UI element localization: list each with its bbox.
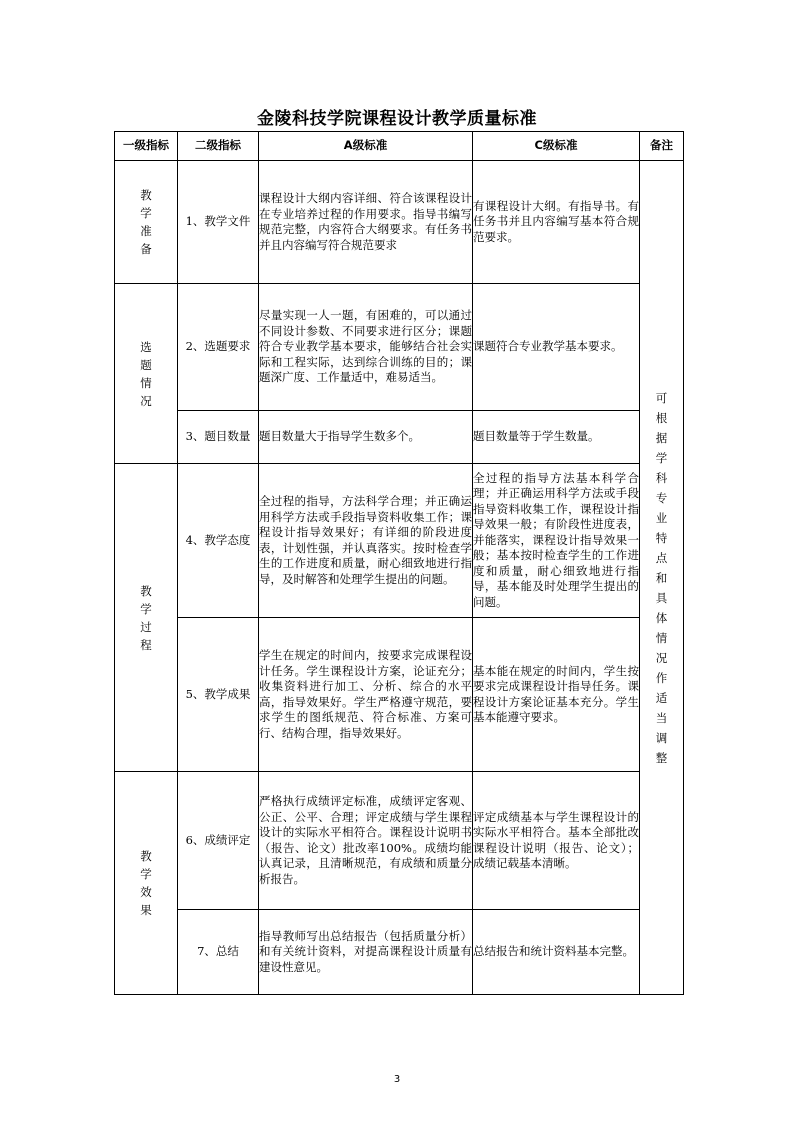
row-6-c-standard: 评定成绩基本与学生课程设计的实际水平相符合。基本全部批改课程设计说明（报告、论文）；成绩记载基本清晰。	[473, 772, 640, 910]
row-4-a-standard: 全过程的指导，方法科学合理；并正确运用科学方法或手段指导资料收集工作；课程设计指导效果好；有详细的阶段进度表，计划性强，并认真落实。按时检查学生的工作进度和质量，耐心细致地进行指导，及时解答和处理学生提出的问题。	[259, 464, 473, 618]
header-a-standard: A级标准	[259, 132, 473, 161]
table-row	[115, 618, 684, 772]
header-c-standard: C级标准	[473, 132, 640, 161]
table-row	[115, 910, 684, 995]
row-3-a-standard: 题目数量大于指导学生数多个。	[259, 411, 473, 464]
header-note: 备注	[640, 132, 684, 161]
group-teaching-process: 教学过程	[115, 464, 178, 772]
row-1-c-standard: 有课程设计大纲。有指导书。有任务书并且内容编写基本符合规范要求。	[473, 161, 640, 284]
table-row	[115, 284, 684, 411]
row-2-level2: 2、选题要求	[178, 284, 259, 411]
header-level2: 二级指标	[178, 132, 259, 161]
note-cell: 可根据学科专业特点和具体情况作适当调整	[640, 161, 684, 995]
table-row	[115, 161, 684, 284]
header-row	[115, 132, 684, 161]
row-7-level2: 7、总结	[178, 910, 259, 995]
row-6-level2: 6、成绩评定	[178, 772, 259, 910]
quality-standards-table	[114, 131, 684, 995]
row-2-a-standard: 尽量实现一人一题，有困难的，可以通过不同设计参数、不同要求进行区分；课题符合专业教学基本要求，能够结合社会实际和工程实际，达到综合训练的目的；课题深广度、工作量适中，难易适当。	[259, 284, 473, 411]
table-row	[115, 411, 684, 464]
row-4-c-standard: 全过程的指导方法基本科学合理；并正确运用科学方法或手段指导资料收集工作，课程设计指导效果一般；有阶段性进度表，并能落实，课程设计指导效果一般；基本按时检查学生的工作进度和质量，耐心细致地进行指导，基本能及时处理学生提出的问题。	[473, 464, 640, 618]
row-1-a-standard: 课程设计大纲内容详细、符合该课程设计在专业培养过程的作用要求。指导书编写规范完整，内容符合大纲要求。有任务书并且内容编写符合规范要求	[259, 161, 473, 284]
document-title: 金陵科技学院课程设计教学质量标准	[257, 109, 537, 129]
header-level1: 一级指标	[115, 132, 178, 161]
group-teaching-preparation: 教学准备	[115, 161, 178, 284]
row-7-c-standard: 总结报告和统计资料基本完整。	[473, 910, 640, 995]
row-7-a-standard: 指导教师写出总结报告（包括质量分析）和有关统计资料，对提高课程设计质量有建设性意见。	[259, 910, 473, 995]
row-5-level2: 5、教学成果	[178, 618, 259, 772]
row-4-level2: 4、教学态度	[178, 464, 259, 618]
table-row	[115, 772, 684, 910]
row-6-a-standard: 严格执行成绩评定标准，成绩评定客观、公正、公平、合理；评定成绩与学生课程设计的实际水平相符合。课程设计说明书（报告、论文）批改率100%。成绩均能认真记录，且清晰规范，有成绩和质量分析报告。	[259, 772, 473, 910]
row-5-a-standard: 学生在规定的时间内，按要求完成课程设计任务。学生课程设计方案，论证充分；收集资料进行加工、分析、综合的水平高，指导效果好。学生严格遵守规范，要求学生的图纸规范、符合标准、方案可行、结构合理，指导效果好。	[259, 618, 473, 772]
table-row	[115, 464, 684, 618]
group-teaching-effect: 教学效果	[115, 772, 178, 995]
row-1-level2: 1、教学文件	[178, 161, 259, 284]
row-3-c-standard: 题目数量等于学生数量。	[473, 411, 640, 464]
row-3-level2: 3、题目数量	[178, 411, 259, 464]
row-5-c-standard: 基本能在规定的时间内，学生按要求完成课程设计指导任务。课程设计方案论证基本充分。学生基本能遵守要求。	[473, 618, 640, 772]
group-topic-selection: 选题情况	[115, 284, 178, 464]
page-number: 3	[393, 1074, 401, 1085]
row-2-c-standard: 课题符合专业教学基本要求。	[473, 284, 640, 411]
